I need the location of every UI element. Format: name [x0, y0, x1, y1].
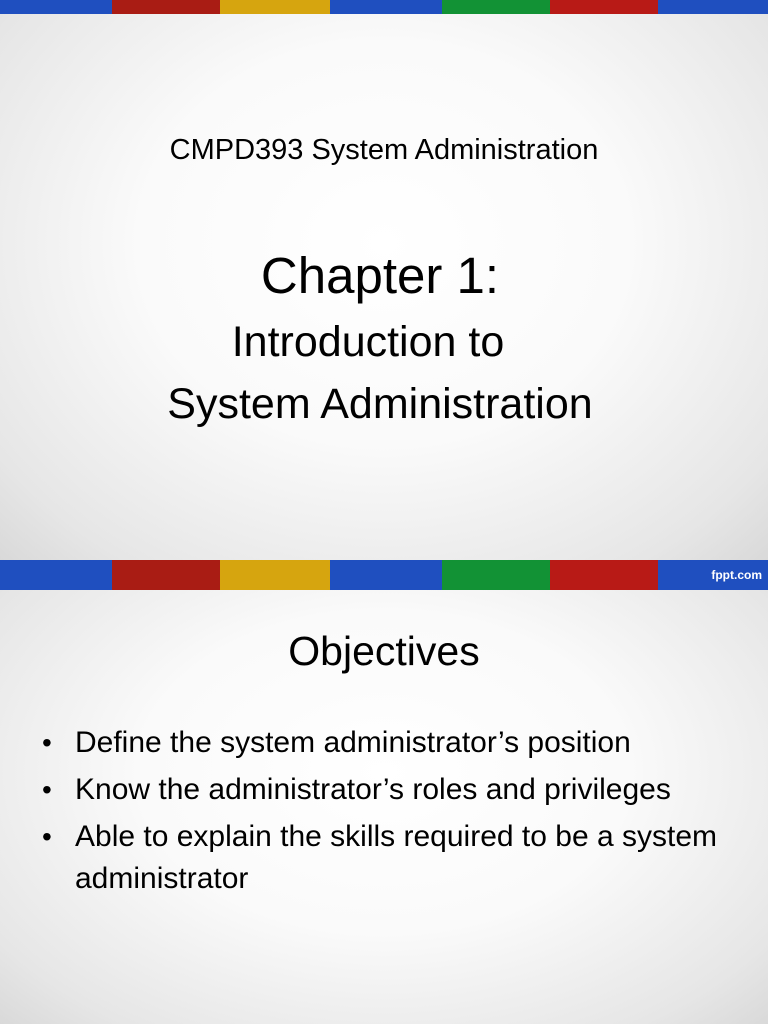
title-slide — [0, 14, 768, 560]
slide-title-line-1: Introduction to — [231, 318, 505, 366]
divider-color-stripe — [0, 560, 768, 590]
stripe-segment — [112, 560, 220, 590]
fppt-watermark: fppt.com — [711, 568, 762, 582]
bullet-icon: • — [42, 727, 52, 758]
stripe-segment — [0, 560, 112, 590]
objectives-slide — [0, 590, 768, 1024]
stripe-segment — [0, 0, 112, 14]
bullet-text: Know the administrator’s roles and privileges — [75, 773, 671, 806]
bullet-icon: • — [42, 821, 52, 852]
bullet-icon: • — [42, 774, 52, 805]
stripe-segment — [330, 560, 442, 590]
chapter-heading: Chapter 1: — [260, 247, 500, 304]
objectives-title: Objectives — [288, 628, 480, 674]
course-subtitle: CMPD393 System Administration — [169, 134, 599, 166]
stripe-segment — [658, 0, 768, 14]
list-item — [42, 722, 742, 764]
stripe-segment — [550, 560, 658, 590]
stripe-segment — [330, 0, 442, 14]
list-item — [42, 769, 742, 811]
stripe-segment — [220, 560, 330, 590]
stripe-segment — [442, 560, 550, 590]
stripe-segment — [442, 0, 550, 14]
top-color-stripe — [0, 0, 768, 14]
bullet-text: Define the system administrator’s position — [75, 726, 631, 759]
bullet-text: Able to explain the skills required to be a system administrator — [75, 820, 717, 895]
stripe-segment — [550, 0, 658, 14]
objectives-list — [42, 722, 742, 905]
list-item — [42, 816, 742, 900]
slide-title-line-2: System Administration — [167, 380, 593, 428]
stripe-segment — [112, 0, 220, 14]
stripe-segment — [220, 0, 330, 14]
